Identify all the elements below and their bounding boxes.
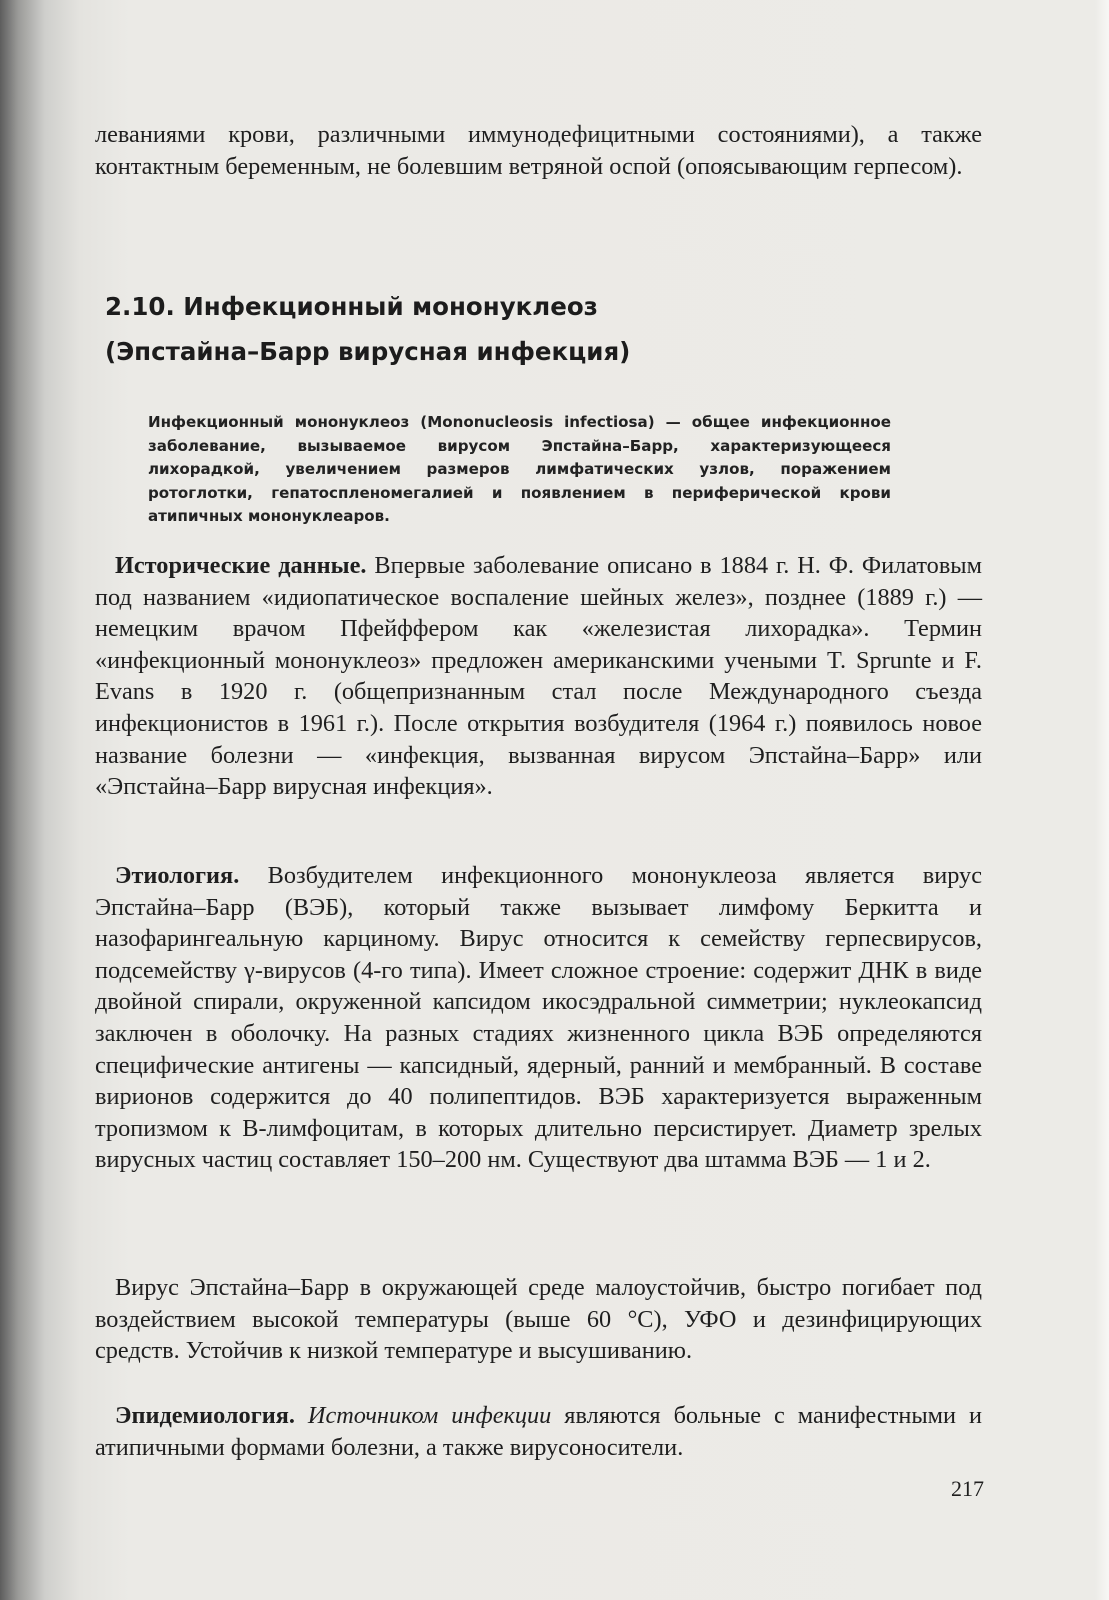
history-label: Исторические данные. bbox=[115, 552, 367, 579]
stability-paragraph bbox=[95, 1272, 982, 1367]
etiology-label: Этиология. bbox=[115, 862, 240, 889]
section-title: Инфекционный мононуклеоз bbox=[183, 292, 598, 321]
section-number: 2.10. bbox=[105, 292, 175, 321]
epidemiology-paragraph bbox=[95, 1400, 982, 1463]
stability-text: Вирус Эпстайна–Барр в окружающей среде малоустойчив, быстро погибает под воздействием высокой температуры (выше 60 °С), УФО и дезинфицирующих средств. Устойчив к низкой температуре и высушиванию. bbox=[95, 1274, 982, 1365]
epidemiology-label: Эпидемиология. bbox=[115, 1402, 295, 1429]
definition-paragraph bbox=[148, 411, 891, 529]
continuation-text: леваниями крови, различными иммунодефицитными состояниями), а также контактным беременным, не болевшим ветряной оспой (опоясывающим герпесом). bbox=[95, 121, 982, 180]
etiology-text: Возбудителем инфекционного мононуклеоза является вирус Эпстайна–Барр (ВЭБ), который также вызывает лимфому Беркитта и назофарингеальную карциному. Вирус относится к семейству герпесвирусов, подсемейству γ-вирусов (4-го типа). Имеет сложное строение: содержит ДНК в виде двойной спирали, окруженной капсидом икосэдральной симметрии; нуклеокапсид заключен в оболочку. На разных стадиях жизненного цикла ВЭБ определяются специфические антигены — капсидный, ядерный, ранний и мембранный. В составе вирионов содержится до 40 полипептидов. ВЭБ характеризуется выраженным тропизмом к В-лимфоцитам, в которых длительно персистирует. Диаметр зрелых вирусных частиц составляет 150–200 нм. Существуют два штамма ВЭБ — 1 и 2. bbox=[95, 862, 982, 1174]
section-heading bbox=[105, 284, 965, 374]
continuation-paragraph bbox=[95, 119, 982, 182]
history-text: Впервые заболевание описано в 1884 г. Н. Ф. Филатовым под названием «идиопатическое воспаление шейных желез», позднее (1889 г.) — немецким врачом Пфейффером как «железистая лихорадка». Термин «инфекционный мононуклеоз» предложен американскими учеными T. Sprunte и F. Evans в 1920 г. (общепризнанным стал после Международного съезда инфекционистов в 1961 г.). После открытия возбудителя (1964 г.) появилось новое название болезни — «инфекция, вызванная вирусом Эпстайна–Барр» или «Эпстайна–Барр вирусная инфекция». bbox=[95, 552, 982, 801]
section-subtitle: (Эпстайна–Барр вирусная инфекция) bbox=[105, 337, 631, 366]
epidemiology-italic: Источником инфекции bbox=[294, 1402, 552, 1429]
history-paragraph bbox=[95, 550, 982, 803]
definition-text: Инфекционный мононуклеоз (Mononucleosis infectiosa) — общее инфекционное заболевание, вызываемое вирусом Эпстайна–Барр, характеризующееся лихорадкой, увеличением размеров лимфатических узлов, поражением ротоглотки, гепатоспленомегалией и появлением в периферической крови атипичных мононуклеаров. bbox=[148, 413, 891, 525]
epidemiology-text: являются больные с манифестными и атипичными формами болезни, а также вирусоносители. bbox=[95, 1402, 982, 1461]
etiology-paragraph bbox=[95, 860, 982, 1176]
page-number: 217 bbox=[951, 1476, 984, 1501]
